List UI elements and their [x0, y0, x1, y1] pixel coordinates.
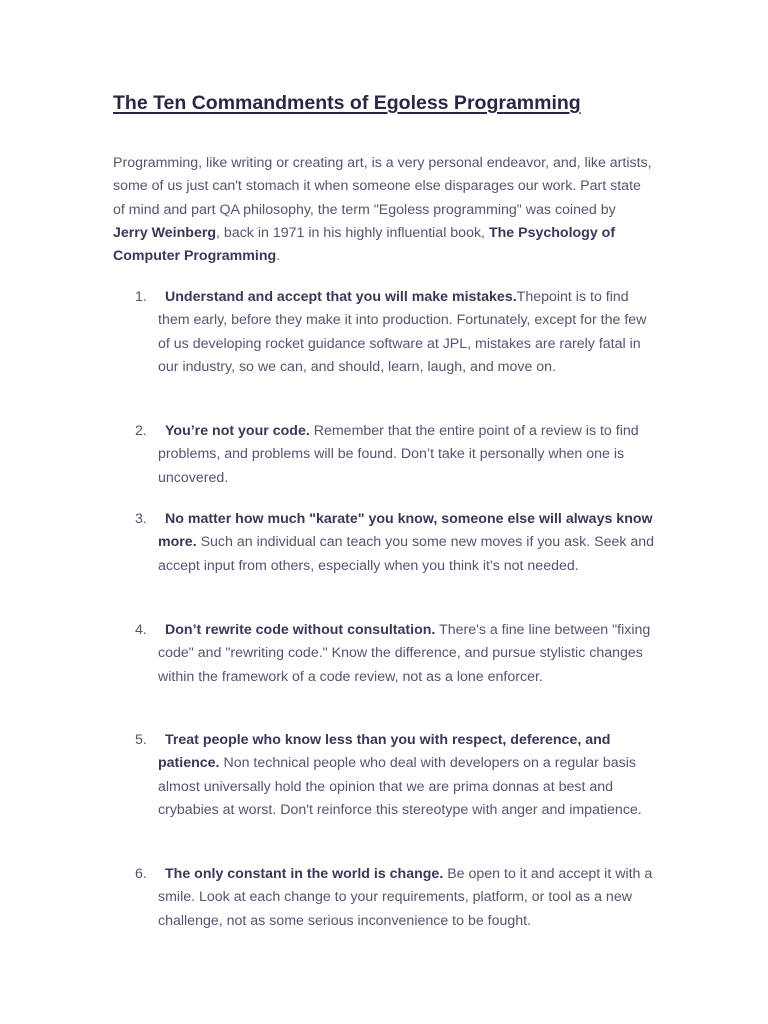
list-item-lead: Understand and accept that you will make mistakes. [165, 289, 517, 305]
list-item-number: 5. [135, 732, 147, 748]
list-item-text [158, 619, 658, 689]
list-item-lead: No matter how much "karate" you know, someone else will always know more. [158, 511, 653, 551]
list-item-body: There's a fine line between "fixing code" and "rewriting code." Know the difference, and pursue stylistic changes within the framework of a code review, not as a lone enforcer. [158, 622, 651, 685]
list-item-body: Non technical people who deal with developers on a regular basis almost universally hold the opinion that we are prima donnas at best and crybabies at worst. Don't reinforce this stereotype with anger and impatience. [158, 755, 642, 818]
list-item-text [158, 863, 658, 933]
list-item-number: 2. [135, 423, 147, 439]
list-item-text [158, 286, 658, 379]
list-item-body: Remember that the entire point of a review is to find problems, and problems will be found. Don’t take it personally when one is uncovered. [158, 423, 639, 486]
list-item-lead: You’re not your code. [165, 423, 310, 439]
list-item-text [158, 729, 658, 822]
intro-paragraph [113, 152, 653, 268]
list-item-number: 4. [135, 622, 147, 638]
intro-text-1: Programming, like writing or creating art, is a very personal endeavor, and, like artists, some of us just can't stomach it when someone else disparages our work. Part state of mind and part QA philosophy, the term "Egoless programming" was coined by [113, 155, 652, 218]
list-item-number: 1. [135, 289, 147, 305]
intro-author: Jerry Weinberg [113, 224, 217, 241]
intro-text-3: . [276, 248, 281, 265]
list-item-lead: Don’t rewrite code without consultation. [165, 622, 436, 638]
list-item-body: Thepoint is to find them early, before they make it into production. Fortunately, except for the few of us developing rocket guidance software at JPL, mistakes are rarely fatal in our industry, so we can, and should, learn, laugh, and move on. [158, 289, 647, 375]
list-item-number: 6. [135, 866, 147, 882]
list-item-text [158, 420, 658, 490]
intro-book-title: The Psychology of Computer Programming [113, 224, 616, 265]
intro-text-2: , back in 1971 in his highly influential book, [216, 224, 489, 241]
list-item-body: Be open to it and accept it with a smile. Look at each change to your requirements, platform, or tool as a new challenge, not as some serious inconvenience to be fought. [158, 866, 653, 929]
list-item-lead: Treat people who know less than you with respect, deference, and patience. [158, 732, 611, 772]
document-title: The Ten Commandments of Egoless Programming [113, 92, 581, 114]
list-item-body: Such an individual can teach you some new moves if you ask. Seek and accept input from others, especially when you think it's not needed. [158, 534, 655, 574]
list-item-lead: The only constant in the world is change. [165, 866, 444, 882]
list-item-number: 3. [135, 511, 147, 527]
list-item-text [158, 508, 658, 578]
